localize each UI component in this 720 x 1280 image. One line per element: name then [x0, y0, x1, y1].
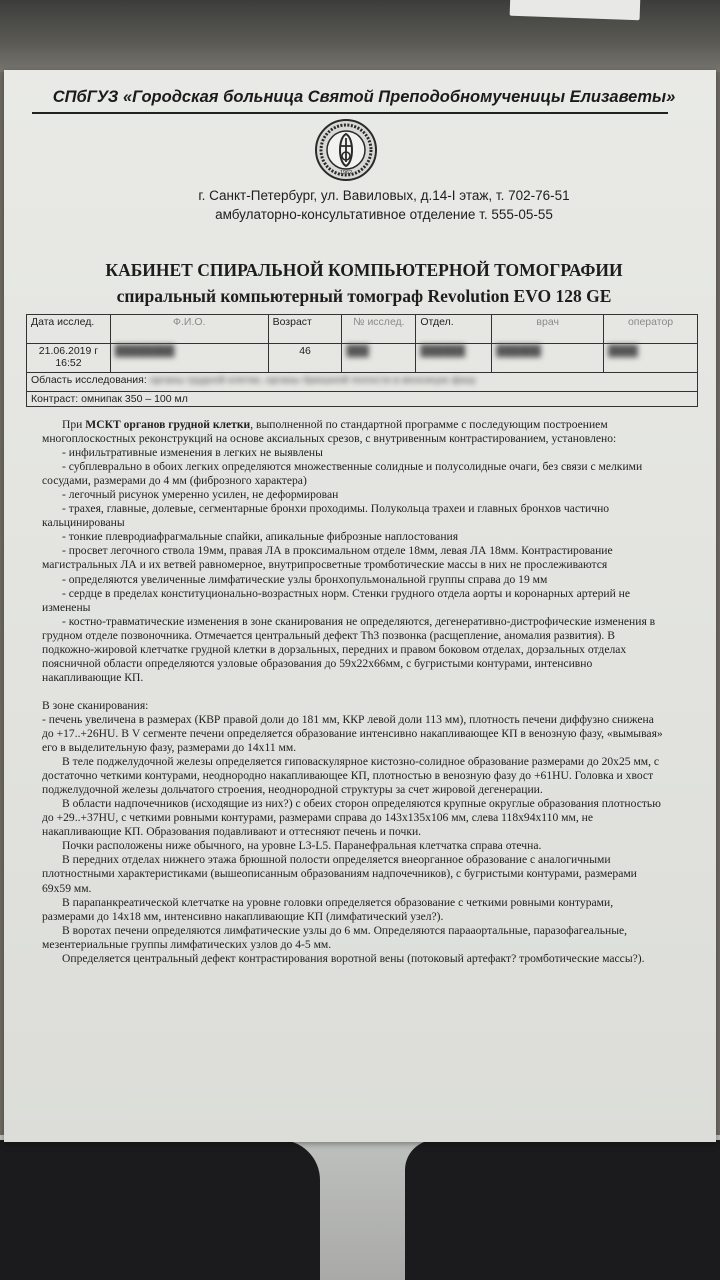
abdomen-finding: В воротах печени определяются лимфатические узлы до 6 мм. Определяются парааортальные, паразофагеальные, мезентериальные группы лимфатических узлов до 4-5 мм. — [42, 923, 628, 951]
background-leg-right — [405, 1140, 720, 1280]
abdomen-finding: В теле поджелудочной железы определяется гиповаскулярное кистозно-солидное образование размерами до 20х25 мм, с достаточно четкими контурами, неоднородно накапливающее КП, плотностью в венозную фазу до +61HU. Головка и хвост поджелудочной железы дольчатого строения, неоднородной структуры за счет жировой дегенерации. — [42, 755, 660, 797]
chest-finding: - определяются увеличенные лимфатические узлы бронхопульмональной группы справа до 19 мм — [62, 572, 548, 586]
intro-bold: МСКТ органов грудной клетки — [85, 418, 251, 431]
header-age: Возраст — [268, 315, 342, 344]
study-date-value: 21.06.2019 г — [38, 345, 99, 357]
department-redacted: ██████ — [416, 344, 492, 373]
header-doctor: врач — [492, 315, 604, 344]
contrast-row — [27, 392, 698, 407]
chest-finding: - субплеврально в обоих легких определяются множественные солидные и полусолидные очаги, без связи с мелкими сосудами, размерами до 4 мм (фиброзного характера) — [42, 460, 643, 488]
report-body — [42, 418, 664, 966]
patient-name-redacted: ████████ — [110, 344, 268, 373]
header-date: Дата исслед. — [27, 315, 111, 344]
header-operator: оператор — [604, 315, 698, 344]
operator-redacted: ████ — [604, 344, 698, 373]
patient-info-table — [26, 314, 698, 407]
abdomen-finding: В парапанкреатической клетчатке на уровне головки определяется образование с четкими ровными контурами, размерами до 14х18 мм, интенсивно накапливающие КП (лимфатический узел?). — [42, 895, 614, 923]
chest-finding: - тонкие плевродиафрагмальные спайки, апикальные фиброзные наплостования — [62, 530, 459, 544]
study-area-value: органы грудной клетки, органы брюшной полости в венозную фазу — [149, 374, 476, 386]
study-area-row — [27, 373, 698, 392]
table-data-row — [27, 344, 698, 373]
chest-finding: - легочный рисунок умеренно усилен, не деформирован — [62, 488, 339, 502]
address-block — [114, 186, 654, 224]
abdomen-finding: В передних отделах нижнего этажа брюшной полости определяется внеорганное образование с аналогичными плотностными характеристиками (вышеописанным образованиям надпочечников), с бугристыми контурами, размерами 69х59 мм. — [42, 853, 637, 895]
study-number-redacted: ███ — [342, 344, 416, 373]
document-title: КАБИНЕТ СПИРАЛЬНОЙ КОМПЬЮТЕРНОЙ ТОМОГРАФИИ — [105, 260, 623, 280]
chest-finding: - инфильтративные изменения в легких не выявлены — [62, 446, 323, 460]
seal-year: 1962 — [339, 170, 353, 176]
header-rule — [32, 112, 668, 114]
chest-finding: - костно-травматические изменения в зоне сканирования не определяются, дегенеративно-дистрофические изменения в грудном отделе позвоночника. Отмечается центральный дефект Th3 позвонка (расщепление, аномалия развития). В подкожно-жировой клетчатке грудной клетки в дорзальных, передних и правом боковом отделах, дорзальных отделах поясничной области определяются узловые образования до 59х22х66мм, с бугристыми контурами, интенсивно накапливающие КП. — [42, 614, 656, 684]
background-leg-left — [0, 1140, 320, 1280]
abdomen-finding: Почки расположены ниже обычного, на уровне L3-L5. Паранефральная клетчатка справа отечна. — [62, 839, 542, 853]
department-phone-line: амбулаторно-консультативное отделение т. 555-05-55 — [215, 207, 553, 222]
study-date — [27, 344, 111, 373]
scanner-model: спиральный компьютерный томограф Revolution EVO 128 GE — [116, 286, 612, 306]
intro-paragraph — [42, 418, 664, 446]
abdomen-finding: - печень увеличена в размерах (КВР правой доли до 181 мм, ККР левой доли 113 мм), плотность печени диффузно снижена до +17..+26HU. В V сегменте печени определяется образование интенсивно накапливающее КП в венозную фазу, «вымывая» его в выделительную фазу, размерами до 14х11 мм. — [42, 712, 663, 755]
intro-text: , выполненной по стандартной программе с последующим построением многоплоскостных реконструкций на основе аксиальных срезов, с внутривенным контрастированием, установлено: — [42, 418, 617, 446]
header-study-number: № исслед. — [342, 315, 416, 344]
header-fio: Ф.И.О. — [110, 315, 268, 344]
address-line: г. Санкт-Петербург, ул. Вавиловых, д.14-I этаж, т. 702-76-51 — [198, 188, 570, 203]
header-department: Отдел. — [416, 315, 492, 344]
study-area-label: Область исследования: — [31, 374, 147, 386]
study-area — [27, 373, 698, 392]
table-header-row — [27, 315, 698, 344]
contrast-info: Контраст: омнипак 350 – 100 мл — [27, 392, 698, 407]
hospital-seal-icon — [314, 118, 378, 182]
abdomen-finding: В области надпочечников (исходящие из них?) с обеих сторон определяются крупные округлые образования плотностью до +29..+37HU, с четкими ровными контурами, размерами справа до 143х135х106 мм, слева 118х94х110 мм, не накапливающие КП. Образования подавливают и оттесняют печень и почки. — [42, 797, 661, 839]
study-time-value: 16:52 — [55, 357, 82, 369]
chest-finding: - просвет легочного ствола 19мм, правая ЛА в проксимальном отделе 18мм, левая ЛА 18мм. Контрастирование магистральных ЛА и их ветвей равномерное, внутрипросветные тромботические массы в них не прослеживаются — [42, 544, 613, 572]
medical-report-page — [4, 70, 716, 1142]
intro-prefix: При — [62, 418, 83, 431]
chest-finding: - сердце в пределах конституционально-возрастных норм. Стенки грудного отдела аорты и коронарных артерий не изменены — [42, 586, 631, 614]
hospital-name: СПбГУЗ «Городская больница Святой Преподобномученицы Елизаветы» — [52, 88, 676, 106]
doctor-redacted: ██████ — [492, 344, 604, 373]
patient-age: 46 — [268, 344, 342, 373]
scan-zone-heading: В зоне сканирования: — [42, 698, 149, 712]
chest-finding: - трахея, главные, долевые, сегментарные бронхи проходимы. Полукольца трахеи и главных бронхов частично кальцинированы — [42, 502, 610, 530]
abdomen-finding: Определяется центральный дефект контрастирования воротной вены (потоковый артефакт? тромботические массы?). — [62, 951, 645, 965]
